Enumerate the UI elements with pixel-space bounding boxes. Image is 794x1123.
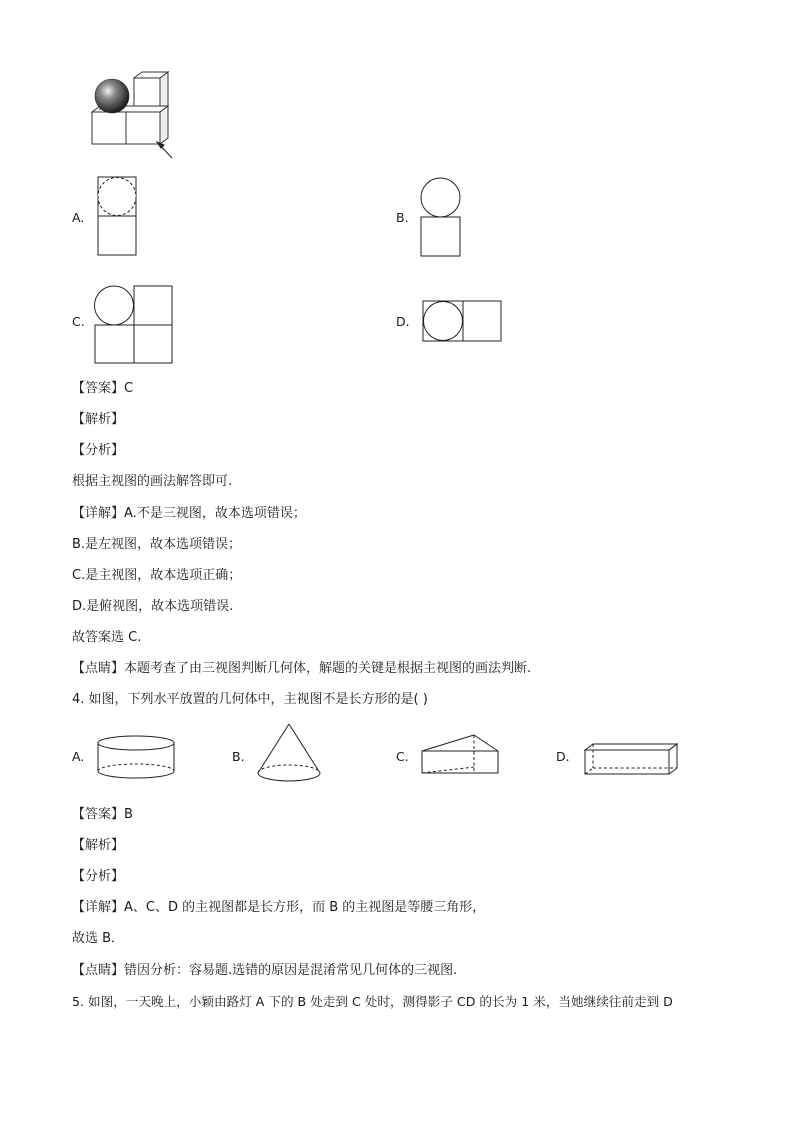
answer-value: C [124, 381, 134, 396]
q3-detail-line-2: B.是左视图，故本选项错误； [72, 537, 242, 552]
q4-option-b-cone[interactable] [256, 722, 322, 784]
q3-analysis-tag: 【解析】 [72, 412, 125, 427]
q3-option-a-label[interactable]: A. [72, 210, 85, 225]
answer-tag: 【答案】 [72, 381, 125, 396]
q4-comment-line [72, 962, 457, 980]
q3-option-c-figure[interactable] [94, 285, 174, 365]
q5-stem: 5. 如图，一天晚上，小颖由路灯 A 下的 B 处走到 C 处时，测得影子 CD 的长为 1 米，当她继续往前走到 D [72, 994, 673, 1009]
comment-tag: 【点睛】 [72, 963, 125, 978]
q3-comment-line [72, 660, 531, 678]
answer-tag: 【答案】 [72, 807, 125, 822]
ball-shape [95, 79, 129, 113]
comment-text: 错因分析：容易题.选错的原因是混淆常见几何体的三视图. [124, 963, 458, 978]
q4-option-c-label[interactable]: C. [396, 749, 409, 764]
comment-tag: 【点睛】 [72, 661, 125, 676]
comment-text: 本题考查了由三视图判断几何体，解题的关键是根据主视图的画法判断. [124, 661, 532, 676]
q4-option-d-label[interactable]: D. [556, 749, 570, 764]
q4-detail-line [72, 899, 485, 917]
q3-answer-line [72, 380, 133, 398]
detail-text: A、C、D 的主视图都是长方形，而 B 的主视图是等腰三角形， [124, 900, 486, 915]
q3-option-b-label[interactable]: B. [396, 210, 409, 225]
q3-option-d-label[interactable]: D. [396, 314, 410, 329]
q4-conclusion: 故选 B． [72, 931, 125, 946]
q4-stem: 4. 如图，下列水平放置的几何体中，主视图不是长方形的是( ) [72, 692, 428, 707]
q3-detail-line-1 [72, 505, 306, 523]
answer-value: B [124, 807, 133, 822]
q4-answer-line [72, 806, 133, 824]
detail-text: A.不是三视图，故本选项错误； [124, 506, 306, 521]
q3-option-b-figure[interactable] [420, 177, 462, 257]
q4-option-b-label[interactable]: B. [232, 749, 245, 764]
q4-option-a-cylinder[interactable] [96, 735, 178, 781]
detail-tag: 【详解】 [72, 900, 125, 915]
q4-fenxi-tag: 【分析】 [72, 869, 125, 884]
q4-analysis-tag: 【解析】 [72, 838, 125, 853]
q3-fenxi-text: 根据主视图的画法解答即可. [72, 474, 233, 489]
q3-conclusion: 故答案选 C. [72, 630, 142, 645]
q3-option-a-figure[interactable] [97, 176, 137, 256]
q3-fenxi-tag: 【分析】 [72, 443, 125, 458]
q4-option-d-cuboid[interactable] [583, 742, 679, 776]
q3-option-c-label[interactable]: C. [72, 314, 85, 329]
q3-detail-line-4: D.是俯视图，故本选项错误. [72, 599, 234, 614]
detail-tag: 【详解】 [72, 506, 125, 521]
solid-figure-ball-and-cubes [82, 66, 182, 162]
q3-option-d-figure[interactable] [422, 300, 504, 342]
q3-detail-line-3: C.是主视图，故本选项正确； [72, 568, 242, 583]
q4-option-a-label[interactable]: A. [72, 749, 85, 764]
q4-option-c-prism[interactable] [420, 733, 500, 775]
